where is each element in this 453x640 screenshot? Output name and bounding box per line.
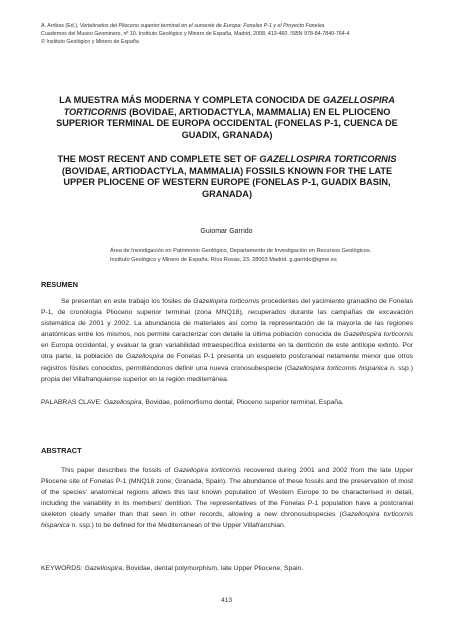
affiliation-line-1: Área de Investigación en Patrimonio Geológico, Departamento de Investigación en Recursos Geológicos. [110,248,372,254]
author-name: Guiomar Garrido [200,228,253,235]
affiliation-line-2: Instituto Geológico y Minero de España. Ríos Rosas, 23. 28003 Madrid. g.garrido@igme.es [110,257,337,263]
resumen-paragraph: Se presentan en este trabajo los fósiles de Gazellopira torticornis procedentes del yacimiento granadino de Fonelas P-1, de cronología Plioceno superior terminal (zona MNQ18), recuperados durante las campañas de excavación sistemática de 2001 y 2002. La abundancia de materiales así como la representación de la mayoría de las regiones anatómicas entre los mismos, nos permite caracterizar con detalle la última población conocida de Gazellospira torticornis en Europa occidental, y evaluar la gran variabilidad intraespecífica existente en la dentición de este antílope extinto. Por otra parte, la población de Gazellospira de Fonelas P-1 presenta un esqueleto postcraneal netamente menor que otros registros fósiles conocidos, permitiéndonos definir una nueva cronosubespecie (Gazellospira torticornis hispanica n. ssp.) propia del Villafranquiense superior en la región mediterránea. [41,298,414,383]
citation-line-2: Cuadernos del Museo Geominero, nº 10. Instituto Geológico y Minero de España, Madrid, 2008, 413-460. ISBN 978-84-7840-764-4 [41,30,350,37]
spanish-title-taxon: GAZELLOSPIRA TORTICORNIS [63,95,395,117]
resumen-heading: RESUMEN [41,280,78,289]
abstract-paragraph: This paper describes the fossils of Gazellopira torticornis recovered during 2001 and 2002 from the late Upper Pliocene site of Fonelas P-1 (MNQ18 zone; Granada, Spain). The abundance of these fossils and the preservation of most of the species’ anatomical regions allows this last known population of Western Europe to be characterised in detail, including the variability in its members’ dentition. The representatives of the Fonelas P-1 population have a postcranial skeleton clearly smaller than that seen in other records, allowing a new chronosubspecies (Gazellospira torticornis hispanica n. ssp.) to be defined for the Mediterranean of the Upper Villafranchian. [41,467,413,530]
abstract-heading: ABSTRACT [41,446,82,455]
palabras-clave: PALABRAS CLAVE: Gazellospira, Bovidae, polimorfismo dental, Plioceno superior terminal, España. [41,399,344,406]
citation-book-title: Vertebrados del Plioceno superior terminal en el suroeste de Europa: Fonelas P-1 y el Proyecto Fonelas. [79,23,326,29]
page-number: 413 [220,597,232,604]
copyright-line: © Instituto Geológico y Minero de España [41,38,139,45]
spanish-title: LA MUESTRA MÁS MODERNA Y COMPLETA CONOCIDA DE GAZELLOSPIRA TORTICORNIS (BOVIDAE, ARTIODACTYLA, MAMMALIA) EN EL PLIOCENO SUPERIOR TERMINAL DE EUROPA OCCIDENTAL (FONELAS P-1, CUENCA DE GUADIX, GRANADA) [56,95,398,140]
keywords: KEYWORDS: Gazellospira, Bovidae, dental polymorphism, late Upper Pliocene, Spain. [41,565,304,572]
citation-header [41,23,421,46]
english-title: THE MOST RECENT AND COMPLETE SET OF GAZELLOSPIRA TORTICORNIS (BOVIDAE, ARTIODACTYLA, MAMMALIA) FOSSILS KNOWN FOR THE LATE UPPER PLIOCENE OF WESTERN EUROPE (FONELAS P-1, GUADIX BASIN, GRANADA) [57,154,397,199]
english-title-taxon: GAZELLOSPIRA TORTICORNIS [259,154,397,164]
author-affiliation [110,247,400,265]
citation-line-1: A. Arribas (Ed.), Vertebrados del Plioceno superior terminal en el suroeste de Europa: Fonelas P-1 y el Proyecto Fonelas. [41,23,326,29]
